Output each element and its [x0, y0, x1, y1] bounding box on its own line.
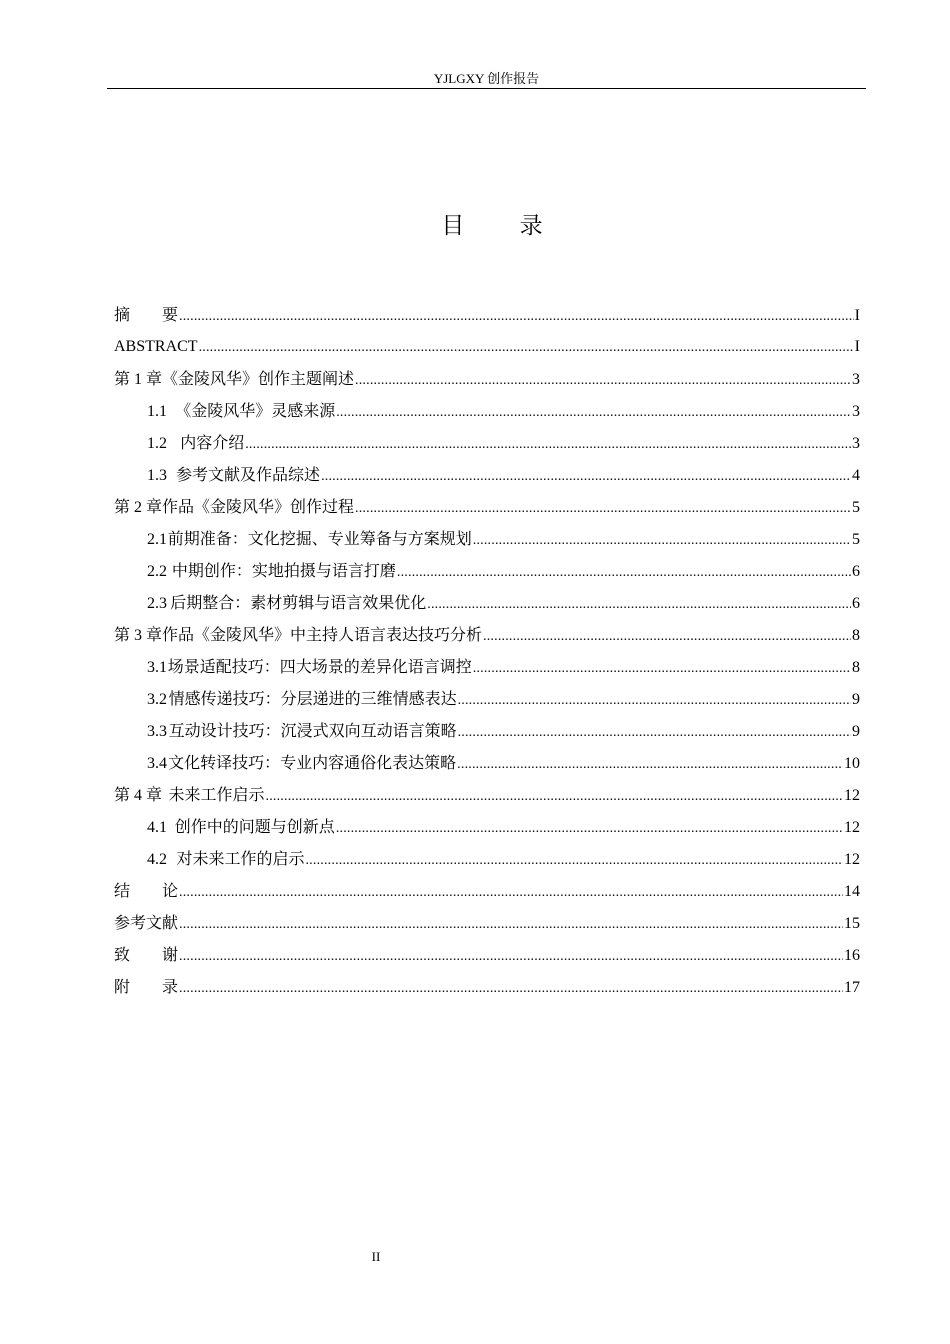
toc-entry[interactable]: [114, 363, 860, 395]
toc-dot-leader: [321, 461, 851, 493]
toc-entry-page: 5: [852, 499, 860, 516]
toc-dot-leader: [427, 589, 851, 621]
toc-entry-page: 16: [844, 947, 860, 964]
toc-entry-page: 15: [844, 915, 860, 932]
toc-entry-number: 1.2: [147, 435, 167, 452]
toc-entry-page: I: [854, 307, 860, 324]
toc-entry-label: 未来工作启示: [168, 785, 265, 804]
toc-dot-leader: [457, 749, 843, 781]
toc-entry-label: 摘 要: [114, 305, 179, 324]
toc-dot-leader: [397, 557, 851, 589]
toc-entry-number: 2.1: [147, 531, 167, 548]
toc-dot-leader: [179, 973, 843, 1005]
toc-dot-leader: [458, 717, 851, 749]
toc-entry-label: 前期准备：文化挖掘、专业筹备与方案规划: [167, 529, 472, 548]
page-number: II: [371, 1249, 381, 1264]
toc-entry[interactable]: [114, 715, 860, 747]
toc-entry[interactable]: [114, 523, 860, 555]
toc-dot-leader: [266, 781, 844, 813]
toc-title: [0, 210, 950, 242]
toc-entry-number: 第 2 章: [114, 499, 163, 516]
toc-dot-leader: [458, 685, 851, 717]
toc-entry-page: 12: [844, 787, 860, 804]
page-header: YJLGXY 创作报告: [433, 71, 540, 86]
header-rule: [107, 88, 866, 89]
toc-entry-number: 4.2: [147, 851, 167, 868]
toc-entry-page: 14: [844, 883, 860, 900]
toc-entry-page: 9: [852, 723, 860, 740]
toc-entry[interactable]: [114, 811, 860, 843]
toc-entry-label: 内容介绍: [180, 433, 245, 452]
toc-entry[interactable]: [114, 907, 860, 939]
toc-entry[interactable]: [114, 747, 860, 779]
toc-dot-leader: [199, 332, 854, 364]
toc-entry-label: 后期整合：素材剪辑与语言效果优化: [170, 593, 427, 612]
toc-entry-label: 作品《金陵风华》创作过程: [162, 497, 355, 516]
toc-entry-page: 12: [844, 819, 860, 836]
toc-entry-page: 10: [844, 755, 860, 772]
toc-entry-label: 创作中的问题与创新点: [174, 817, 335, 836]
toc-entry-number: 3.2: [147, 691, 167, 708]
toc-entry-page: 3: [852, 403, 860, 420]
toc-entry-number: 2.3: [147, 595, 167, 612]
toc-entry[interactable]: [114, 587, 860, 619]
toc-entry[interactable]: [114, 299, 860, 331]
toc-entry-page: 9: [852, 691, 860, 708]
toc-dot-leader: [483, 621, 851, 653]
toc-entry-label: ABSTRACT: [114, 338, 198, 355]
toc-entry-page: 6: [852, 563, 860, 580]
toc-entry[interactable]: [114, 427, 860, 459]
toc-entry-number: 第 1 章: [114, 371, 163, 388]
toc-entry-page: 4: [852, 467, 860, 484]
toc-dot-leader: [179, 941, 843, 973]
toc-entry-label: 互动设计技巧：沉浸式双向互动语言策略: [168, 721, 457, 740]
toc-entry[interactable]: [114, 651, 860, 683]
toc-entry-number: 1.1: [147, 403, 167, 420]
toc-dot-leader: [355, 365, 851, 397]
toc-entry-page: 5: [852, 531, 860, 548]
toc-entry-number: 3.4: [147, 755, 167, 772]
toc-dot-leader: [179, 301, 854, 333]
toc-dot-leader: [179, 877, 843, 909]
toc-entry[interactable]: [114, 779, 860, 811]
toc-entry[interactable]: [114, 875, 860, 907]
toc-entry[interactable]: [114, 683, 860, 715]
toc-entry-label: 《金陵风华》灵感来源: [175, 401, 336, 420]
toc-entry-number: 第 3 章: [114, 627, 163, 644]
toc-entry[interactable]: [114, 491, 860, 523]
toc-entry-number: 4.1: [147, 819, 167, 836]
toc-entry[interactable]: [114, 619, 860, 651]
toc-dot-leader: [245, 429, 851, 461]
toc-dot-leader: [355, 493, 851, 525]
toc-entry-page: 12: [844, 851, 860, 868]
toc-entry-label: 《金陵风华》创作主题阐述: [162, 369, 355, 388]
toc-entry-label: 情感传递技巧：分层递进的三维情感表达: [168, 689, 457, 708]
toc-entry[interactable]: [114, 555, 860, 587]
toc-entry-label: 参考文献: [114, 913, 179, 932]
toc-entry-page: I: [854, 338, 860, 355]
toc-dot-leader: [336, 397, 851, 429]
toc-entry-label: 结 论: [114, 881, 179, 900]
toc-dot-leader: [473, 525, 851, 557]
toc-entry-label: 文化转译技巧：专业内容通俗化表达策略: [168, 753, 457, 772]
toc-entry-label: 作品《金陵风华》中主持人语言表达技巧分析: [162, 625, 483, 644]
toc-dot-leader: [305, 845, 843, 877]
toc-entry-page: 8: [852, 659, 860, 676]
toc-entry-number: 第 4 章: [114, 787, 163, 804]
toc-entry[interactable]: [114, 459, 860, 491]
toc-title-left: 目: [441, 213, 465, 239]
toc-entry-page: 17: [844, 979, 860, 996]
toc-entry-page: 3: [852, 435, 860, 452]
toc-entry[interactable]: [114, 843, 860, 875]
toc-entry[interactable]: [114, 939, 860, 971]
toc-entry-number: 2.2: [147, 563, 167, 580]
toc-entry[interactable]: [114, 971, 860, 1003]
toc-entry-label: 致 谢: [114, 945, 179, 964]
toc-entry-page: 6: [852, 595, 860, 612]
toc-dot-leader: [336, 813, 843, 845]
toc-entry-number: 1.3: [147, 467, 167, 484]
table-of-contents: [114, 299, 860, 1003]
toc-entry-page: 3: [852, 371, 860, 388]
toc-entry-label: 场景适配技巧：四大场景的差异化语言调控: [167, 657, 472, 676]
toc-entry-label: 附 录: [114, 977, 179, 996]
toc-entry-label: 参考文献及作品综述: [176, 465, 321, 484]
toc-dot-leader: [179, 909, 843, 941]
toc-entry-label: 中期创作：实地拍摄与语言打磨: [171, 561, 396, 580]
toc-dot-leader: [473, 653, 851, 685]
toc-entry-number: 3.3: [147, 723, 167, 740]
toc-title-right: 录: [519, 213, 543, 239]
toc-entry-label: 对未来工作的启示: [176, 849, 305, 868]
toc-entry[interactable]: [114, 331, 860, 363]
toc-entry[interactable]: [114, 395, 860, 427]
toc-entry-number: 3.1: [147, 659, 167, 676]
toc-entry-page: 8: [852, 627, 860, 644]
